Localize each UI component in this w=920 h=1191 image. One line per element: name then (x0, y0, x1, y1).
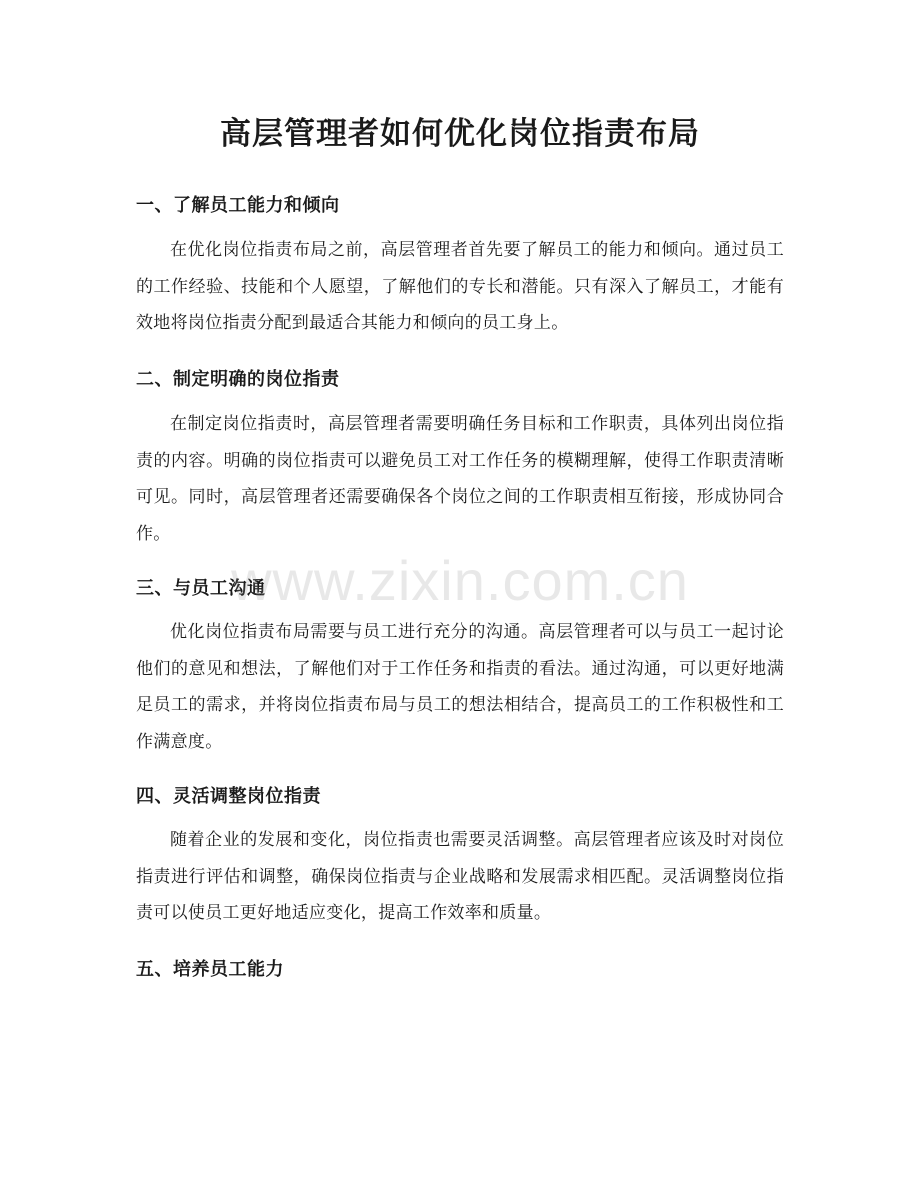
section-3-heading: 三、与员工沟通 (136, 578, 266, 599)
section-2-heading: 二、制定明确的岗位指责 (136, 369, 340, 390)
section-1-heading: 一、了解员工能力和倾向 (136, 195, 340, 216)
section-4-heading: 四、灵活调整岗位指责 (136, 786, 321, 807)
section-5-heading: 五、培养员工能力 (136, 959, 284, 980)
section-4-paragraph: 随着企业的发展和变化，岗位指责也需要灵活调整。高层管理者应该及时对岗位指责进行评估和调整，确保岗位指责与企业战略和发展需求相匹配。灵活调整岗位指责可以使员工更好地适应变化，提高工作效率和质量。 (136, 830, 784, 923)
section-2-paragraph: 在制定岗位指责时，高层管理者需要明确任务目标和工作职责，具体列出岗位指责的内容。明确的岗位指责可以避免员工对工作任务的模糊理解，使得工作职责清晰可见。同时，高层管理者还需要确保各个岗位之间的工作职责相互衔接，形成协同合作。 (136, 414, 784, 544)
section-1-paragraph: 在优化岗位指责布局之前，高层管理者首先要了解员工的能力和倾向。通过员工的工作经验、技能和个人愿望，了解他们的专长和潜能。只有深入了解员工，才能有效地将岗位指责分配到最适合其能力和倾向的员工身上。 (136, 240, 784, 333)
page-title: 高层管理者如何优化岗位指责布局 (220, 116, 700, 152)
watermark: www.zixin.com.cn (231, 549, 689, 612)
section-3-paragraph: 优化岗位指责布局需要与员工进行充分的沟通。高层管理者可以与员工一起讨论他们的意见和想法，了解他们对于工作任务和指责的看法。通过沟通，可以更好地满足员工的需求，并将岗位指责布局与员工的想法相结合，提高员工的工作积极性和工作满意度。 (136, 622, 784, 752)
